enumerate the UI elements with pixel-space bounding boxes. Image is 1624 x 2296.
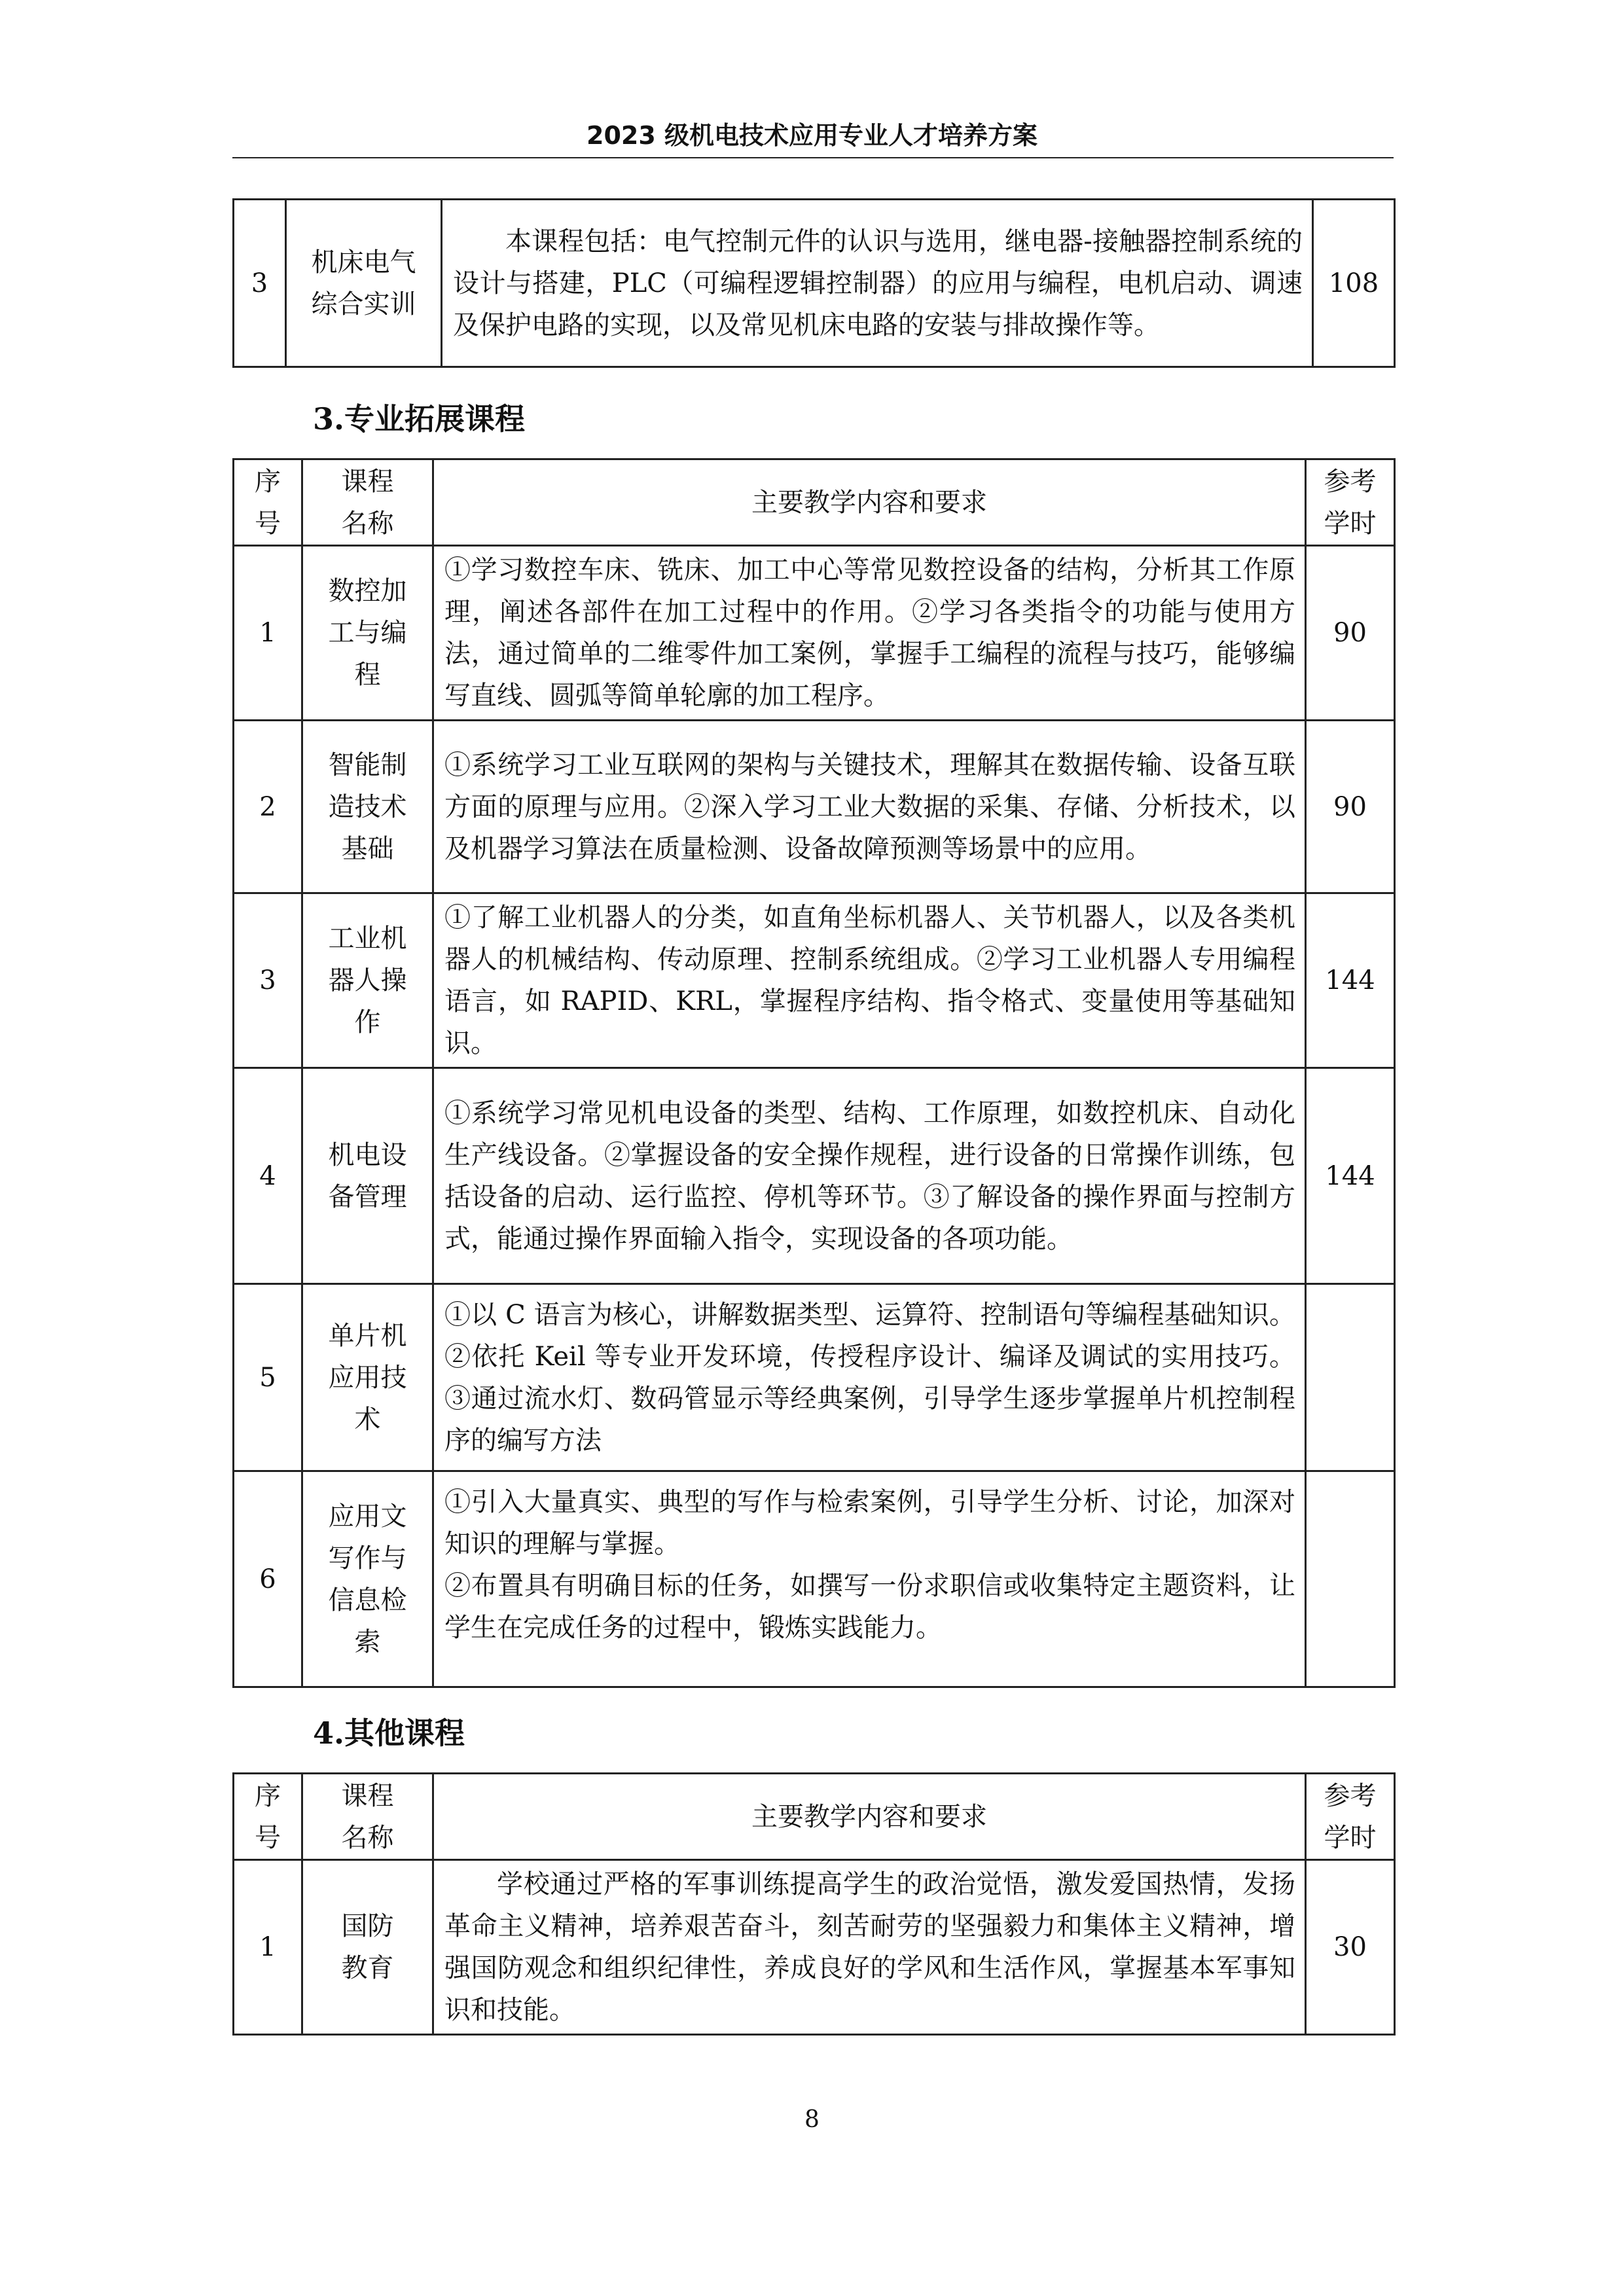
extension-course-table bbox=[232, 458, 1396, 1688]
course-hours: 30 bbox=[1306, 1860, 1395, 2035]
course-hours: 144 bbox=[1306, 893, 1395, 1068]
course-content: 学校通过严格的军事训练提高学生的政治觉悟，激发爱国热情，发扬革命主义精神，培养艰苦奋斗，刻苦耐劳的坚强毅力和集体主义精神，增强国防观念和组织纪律性，养成良好的学风和生活作风，掌握基本军事知识和技能。 bbox=[433, 1860, 1306, 2035]
header-hours: 参考学时 bbox=[1306, 1774, 1395, 1860]
header-number: 序号 bbox=[234, 1774, 302, 1860]
course-number: 5 bbox=[234, 1284, 302, 1471]
course-hours: 144 bbox=[1306, 1068, 1395, 1284]
course-number: 6 bbox=[234, 1471, 302, 1687]
header-hours: 参考学时 bbox=[1306, 459, 1395, 546]
course-number: 2 bbox=[234, 721, 302, 893]
table-header-row bbox=[234, 459, 1395, 546]
header-divider bbox=[232, 157, 1394, 158]
course-number: 3 bbox=[234, 200, 286, 367]
header-course-name: 课程名称 bbox=[302, 1774, 433, 1860]
course-name: 智能制造技术基础 bbox=[302, 721, 433, 893]
course-hours: 108 bbox=[1313, 200, 1395, 367]
course-hours bbox=[1306, 1471, 1395, 1687]
table-row bbox=[234, 721, 1395, 893]
header-course-name: 课程名称 bbox=[302, 459, 433, 546]
table-row bbox=[234, 1860, 1395, 2035]
table-row bbox=[234, 1284, 1395, 1471]
header-number: 序号 bbox=[234, 459, 302, 546]
course-name: 国防教育 bbox=[302, 1860, 433, 2035]
top-course-table bbox=[232, 198, 1396, 368]
course-name: 应用文写作与信息检索 bbox=[302, 1471, 433, 1687]
course-hours bbox=[1306, 1284, 1395, 1471]
table-header-row bbox=[234, 1774, 1395, 1860]
course-content: ①以 C 语言为核心，讲解数据类型、运算符、控制语句等编程基础知识。②依托 Keil 等专业开发环境，传授程序设计、编译及调试的实用技巧。③通过流水灯、数码管显示等经典案例，引导学生逐步掌握单片机控制程序的编写方法 bbox=[433, 1284, 1306, 1471]
table-row bbox=[234, 546, 1395, 721]
course-content: 本课程包括：电气控制元件的认识与选用，继电器-接触器控制系统的设计与搭建，PLC（可编程逻辑控制器）的应用与编程，电机启动、调速及保护电路的实现，以及常见机床电路的安装与排故操作等。 bbox=[442, 200, 1313, 367]
table-row bbox=[234, 200, 1395, 367]
table-row bbox=[234, 1068, 1395, 1284]
table-row bbox=[234, 1471, 1395, 1687]
course-content-paragraph: ①引入大量真实、典型的写作与检索案例，引导学生分析、讨论，加深对知识的理解与掌握。 bbox=[444, 1487, 1295, 1559]
document-header: 2023 级机电技术应用专业人才培养方案 bbox=[586, 121, 1038, 150]
section-title-other-courses: 4.其他课程 bbox=[313, 1715, 465, 1751]
other-course-table bbox=[232, 1772, 1396, 2036]
course-hours: 90 bbox=[1306, 546, 1395, 721]
course-name: 单片机应用技术 bbox=[302, 1284, 433, 1471]
section-title-extension-courses: 3.专业拓展课程 bbox=[313, 401, 526, 437]
course-content: ①了解工业机器人的分类，如直角坐标机器人、关节机器人，以及各类机器人的机械结构、传动原理、控制系统组成。②学习工业机器人专用编程语言，如 RAPID、KRL，掌握程序结构、指令格式、变量使用等基础知识。 bbox=[433, 893, 1306, 1068]
course-number: 3 bbox=[234, 893, 302, 1068]
course-content: ①系统学习工业互联网的架构与关键技术，理解其在数据传输、设备互联方面的原理与应用。②深入学习工业大数据的采集、存储、分析技术，以及机器学习算法在质量检测、设备故障预测等场景中的应用。 bbox=[433, 721, 1306, 893]
course-content: ①系统学习常见机电设备的类型、结构、工作原理，如数控机床、自动化生产线设备。②掌握设备的安全操作规程，进行设备的日常操作训练，包括设备的启动、运行监控、停机等环节。③了解设备的操作界面与控制方式，能通过操作界面输入指令，实现设备的各项功能。 bbox=[433, 1068, 1306, 1284]
course-name: 机床电气综合实训 bbox=[286, 200, 442, 367]
course-name: 数控加工与编程 bbox=[302, 546, 433, 721]
table-row bbox=[234, 893, 1395, 1068]
page-number: 8 bbox=[804, 2106, 820, 2133]
course-name: 机电设备管理 bbox=[302, 1068, 433, 1284]
course-content bbox=[433, 1471, 1306, 1687]
course-number: 1 bbox=[234, 1860, 302, 2035]
course-name: 工业机器人操作 bbox=[302, 893, 433, 1068]
course-content: ①学习数控车床、铣床、加工中心等常见数控设备的结构，分析其工作原理，阐述各部件在加工过程中的作用。②学习各类指令的功能与使用方法，通过简单的二维零件加工案例，掌握手工编程的流程与技巧，能够编写直线、圆弧等简单轮廓的加工程序。 bbox=[433, 546, 1306, 721]
header-content: 主要教学内容和要求 bbox=[433, 459, 1306, 546]
course-number: 1 bbox=[234, 546, 302, 721]
course-number: 4 bbox=[234, 1068, 302, 1284]
header-content: 主要教学内容和要求 bbox=[433, 1774, 1306, 1860]
course-content-paragraph: ②布置具有明确目标的任务，如撰写一份求职信或收集特定主题资料，让学生在完成任务的过程中，锻炼实践能力。 bbox=[444, 1571, 1295, 1643]
course-hours: 90 bbox=[1306, 721, 1395, 893]
